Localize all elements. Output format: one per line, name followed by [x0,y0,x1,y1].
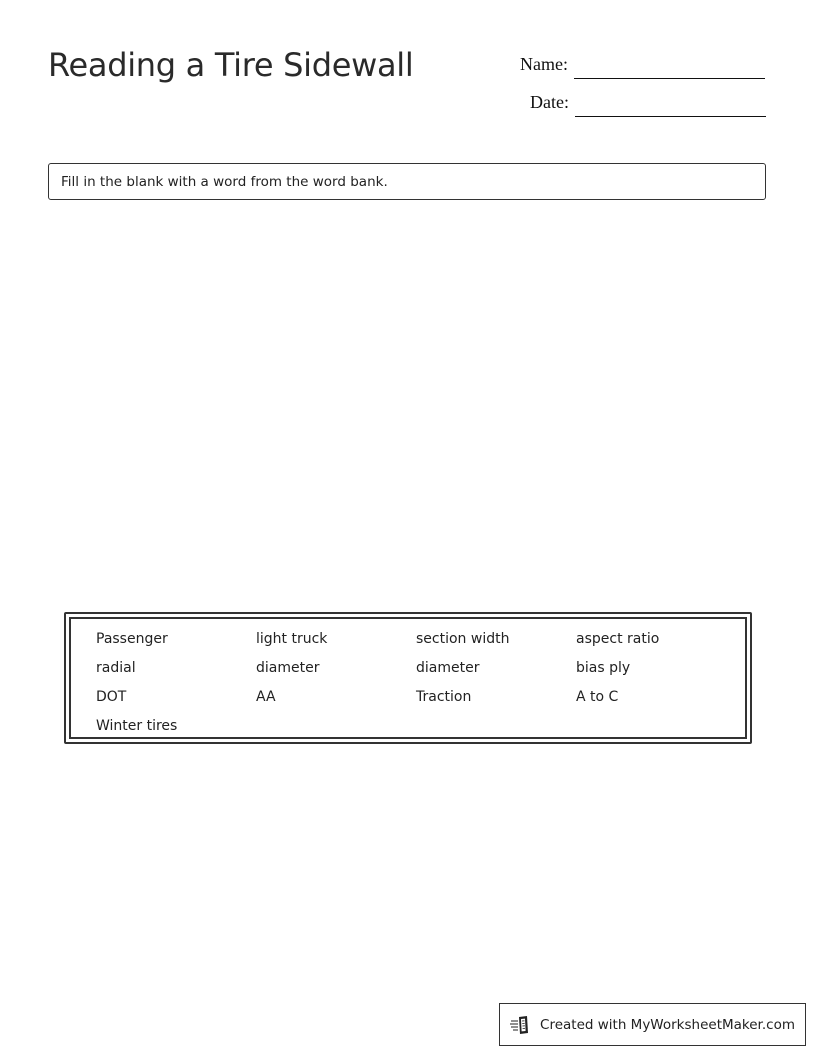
date-line[interactable] [575,115,766,117]
instructions-box [48,163,766,200]
credit-badge[interactable] [499,1003,806,1046]
word-bank-item: radial [96,660,136,676]
name-label: Name: [520,54,568,74]
date-field [530,93,766,111]
name-field [520,55,765,73]
word-bank-item: section width [416,631,510,647]
page-title: Reading a Tire Sidewall [48,46,414,84]
word-bank-item: AA [256,689,276,705]
word-bank-item: bias ply [576,660,631,676]
word-bank-item: aspect ratio [576,631,660,647]
word-bank-item: Winter tires [96,718,178,734]
word-bank-item: diameter [256,660,320,676]
name-line[interactable] [574,77,765,79]
credit-text: Created with MyWorksheetMaker.com [540,1016,795,1033]
word-bank-item: Passenger [96,631,168,647]
date-label: Date: [530,92,569,112]
word-bank-item: A to C [576,689,619,705]
word-bank-item: Traction [416,689,472,705]
word-bank-item: diameter [416,660,480,676]
word-bank-item: DOT [96,689,127,705]
word-bank-item: light truck [256,631,328,647]
instructions-text: Fill in the blank with a word from the word bank. [61,173,388,190]
word-bank [64,612,752,744]
worksheet-maker-logo-icon [510,1014,532,1036]
word-bank-grid [69,617,747,739]
